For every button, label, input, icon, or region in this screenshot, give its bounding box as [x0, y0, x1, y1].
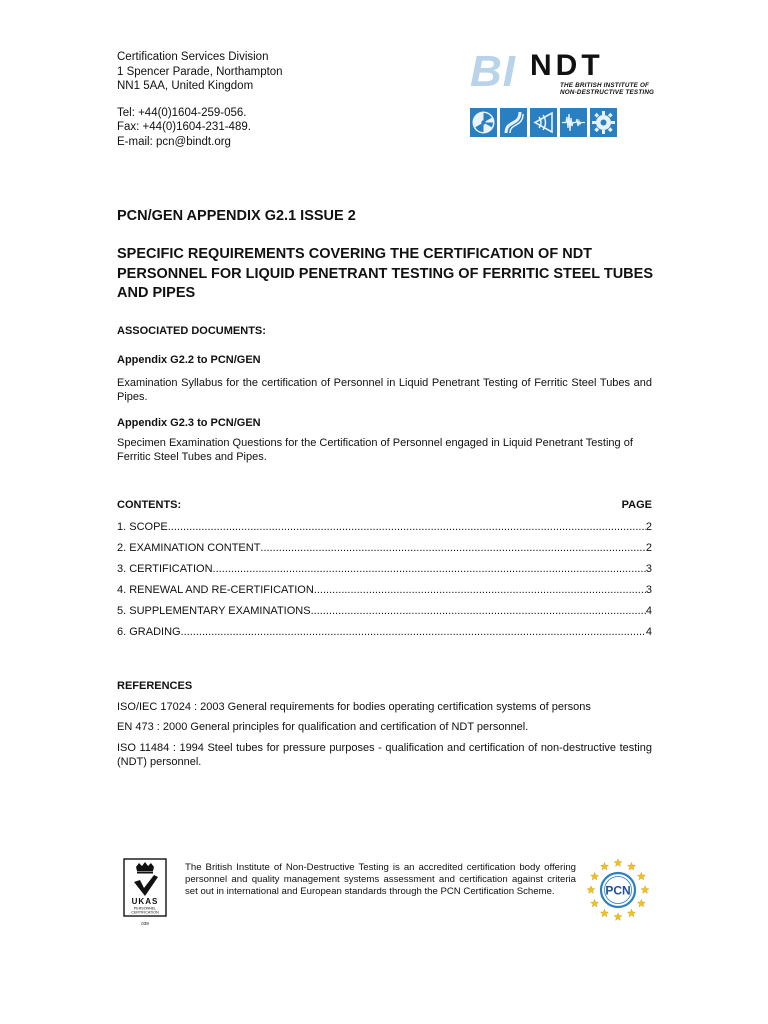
toc-entry-page: 3	[645, 563, 652, 575]
associated-item-title: Appendix G2.3 to PCN/GEN	[117, 417, 261, 429]
star-icon	[628, 909, 636, 917]
star-icon	[641, 886, 649, 894]
address-line: NN1 5AA, United Kingdom	[117, 80, 254, 92]
contents-heading: CONTENTS:	[117, 499, 182, 511]
logo-bi: BI	[470, 47, 516, 96]
reference-item: EN 473 : 2000 General principles for qualification and certification of NDT personnel.	[117, 721, 529, 733]
toc-entry-label: 4. RENEWAL AND RE-CERTIFICATION	[117, 584, 314, 596]
magnetic-icon	[500, 108, 527, 137]
email-line[interactable]: E-mail: pcn@bindt.org	[117, 135, 231, 148]
bindt-logo	[468, 47, 656, 142]
address-block	[117, 50, 283, 149]
contents-header	[117, 499, 652, 511]
eddy-current-signal-icon	[560, 108, 587, 137]
ukas-sub: PERSONNEL	[133, 906, 157, 911]
star-icon	[591, 899, 599, 907]
star-icon	[601, 862, 609, 870]
pcn-logo	[584, 856, 652, 924]
associated-item-title: Appendix G2.2 to PCN/GEN	[117, 354, 261, 366]
associated-documents-heading: ASSOCIATED DOCUMENTS:	[117, 325, 266, 337]
star-icon	[628, 862, 636, 870]
toc-entry-label: 3. CERTIFICATION	[117, 563, 213, 575]
reference-item: ISO/IEC 17024 : 2003 General requirements for bodies operating certification systems of persons	[117, 701, 591, 713]
document-id: PCN/GEN APPENDIX G2.1 ISSUE 2	[117, 208, 356, 224]
star-icon	[587, 886, 595, 894]
address-line: Certification Services Division	[117, 51, 269, 63]
pcn-label: PCN	[605, 883, 631, 898]
phone-line: Tel: +44(0)1604-259-056.	[117, 106, 247, 119]
ukas-logo	[123, 858, 167, 928]
gear-icon	[590, 108, 617, 137]
logo-ndt: NDT	[530, 49, 604, 82]
table-of-contents	[117, 520, 652, 639]
toc-entry[interactable]	[117, 604, 652, 618]
reference-item: ISO 11484 : 1994 Steel tubes for pressure purposes - qualification and certification of non-destructive testing (NDT) personnel.	[117, 742, 652, 768]
radiation-icon	[470, 108, 497, 137]
document-title: SPECIFIC REQUIREMENTS COVERING THE CERTIFICATION OF NDT PERSONNEL FOR LIQUID PENETRANT TESTING OF FERRITIC STEEL TUBES AND PIPES	[117, 246, 653, 301]
star-icon	[601, 909, 609, 917]
star-icon	[637, 872, 645, 880]
address-line: 1 Spencer Parade, Northampton	[117, 65, 283, 78]
logo-tiles	[470, 108, 617, 137]
logo-tagline: THE BRITISH INSTITUTE OF	[560, 82, 650, 89]
toc-entry-page: 4	[645, 626, 652, 638]
star-icon	[614, 913, 622, 921]
toc-entry-label: 5. SUPPLEMENTARY EXAMINATIONS	[117, 605, 311, 617]
ukas-label: UKAS	[131, 897, 159, 906]
fax-line: Fax: +44(0)1604-231-489.	[117, 121, 251, 133]
toc-entry-label: 6. GRADING	[117, 626, 181, 638]
logo-tagline: NON-DESTRUCTIVE TESTING	[560, 89, 655, 96]
associated-item-text: Examination Syllabus for the certification of Personnel in Liquid Penetrant Testing of Ferritic Steel Tubes and Pipes.	[117, 377, 652, 403]
ukas-number: 039	[141, 921, 149, 926]
star-icon	[614, 859, 622, 867]
toc-entry-label: 1. SCOPE	[117, 521, 168, 533]
references-heading: REFERENCES	[117, 680, 193, 692]
footer-statement: The British Institute of Non-Destructive Testing is an accredited certification body offering personnel and quality management systems assessment and certification against criteria set out in international and European standards through the PCN Certification Scheme.	[185, 862, 576, 898]
toc-entry-label: 2. EXAMINATION CONTENT	[117, 542, 261, 554]
star-icon	[637, 899, 645, 907]
toc-entry-page: 3	[645, 584, 652, 596]
toc-entry-page: 2	[645, 542, 652, 554]
associated-item-text: Specimen Examination Questions for the Certification of Personnel engaged in Liquid Penetrant Testing of Ferritic Steel Tubes and Pipes.	[117, 437, 633, 463]
toc-entry[interactable]	[117, 562, 652, 576]
toc-entry[interactable]	[117, 583, 652, 597]
toc-entry-page: 4	[645, 605, 652, 617]
toc-entry[interactable]	[117, 541, 652, 555]
toc-entry[interactable]	[117, 625, 652, 639]
page-column-heading: PAGE	[621, 499, 652, 511]
star-icon	[591, 872, 599, 880]
ultrasonic-icon	[530, 108, 557, 137]
ukas-sub: CERTIFICATION	[131, 910, 159, 915]
toc-entry[interactable]	[117, 520, 652, 534]
toc-entry-page: 2	[645, 521, 652, 533]
